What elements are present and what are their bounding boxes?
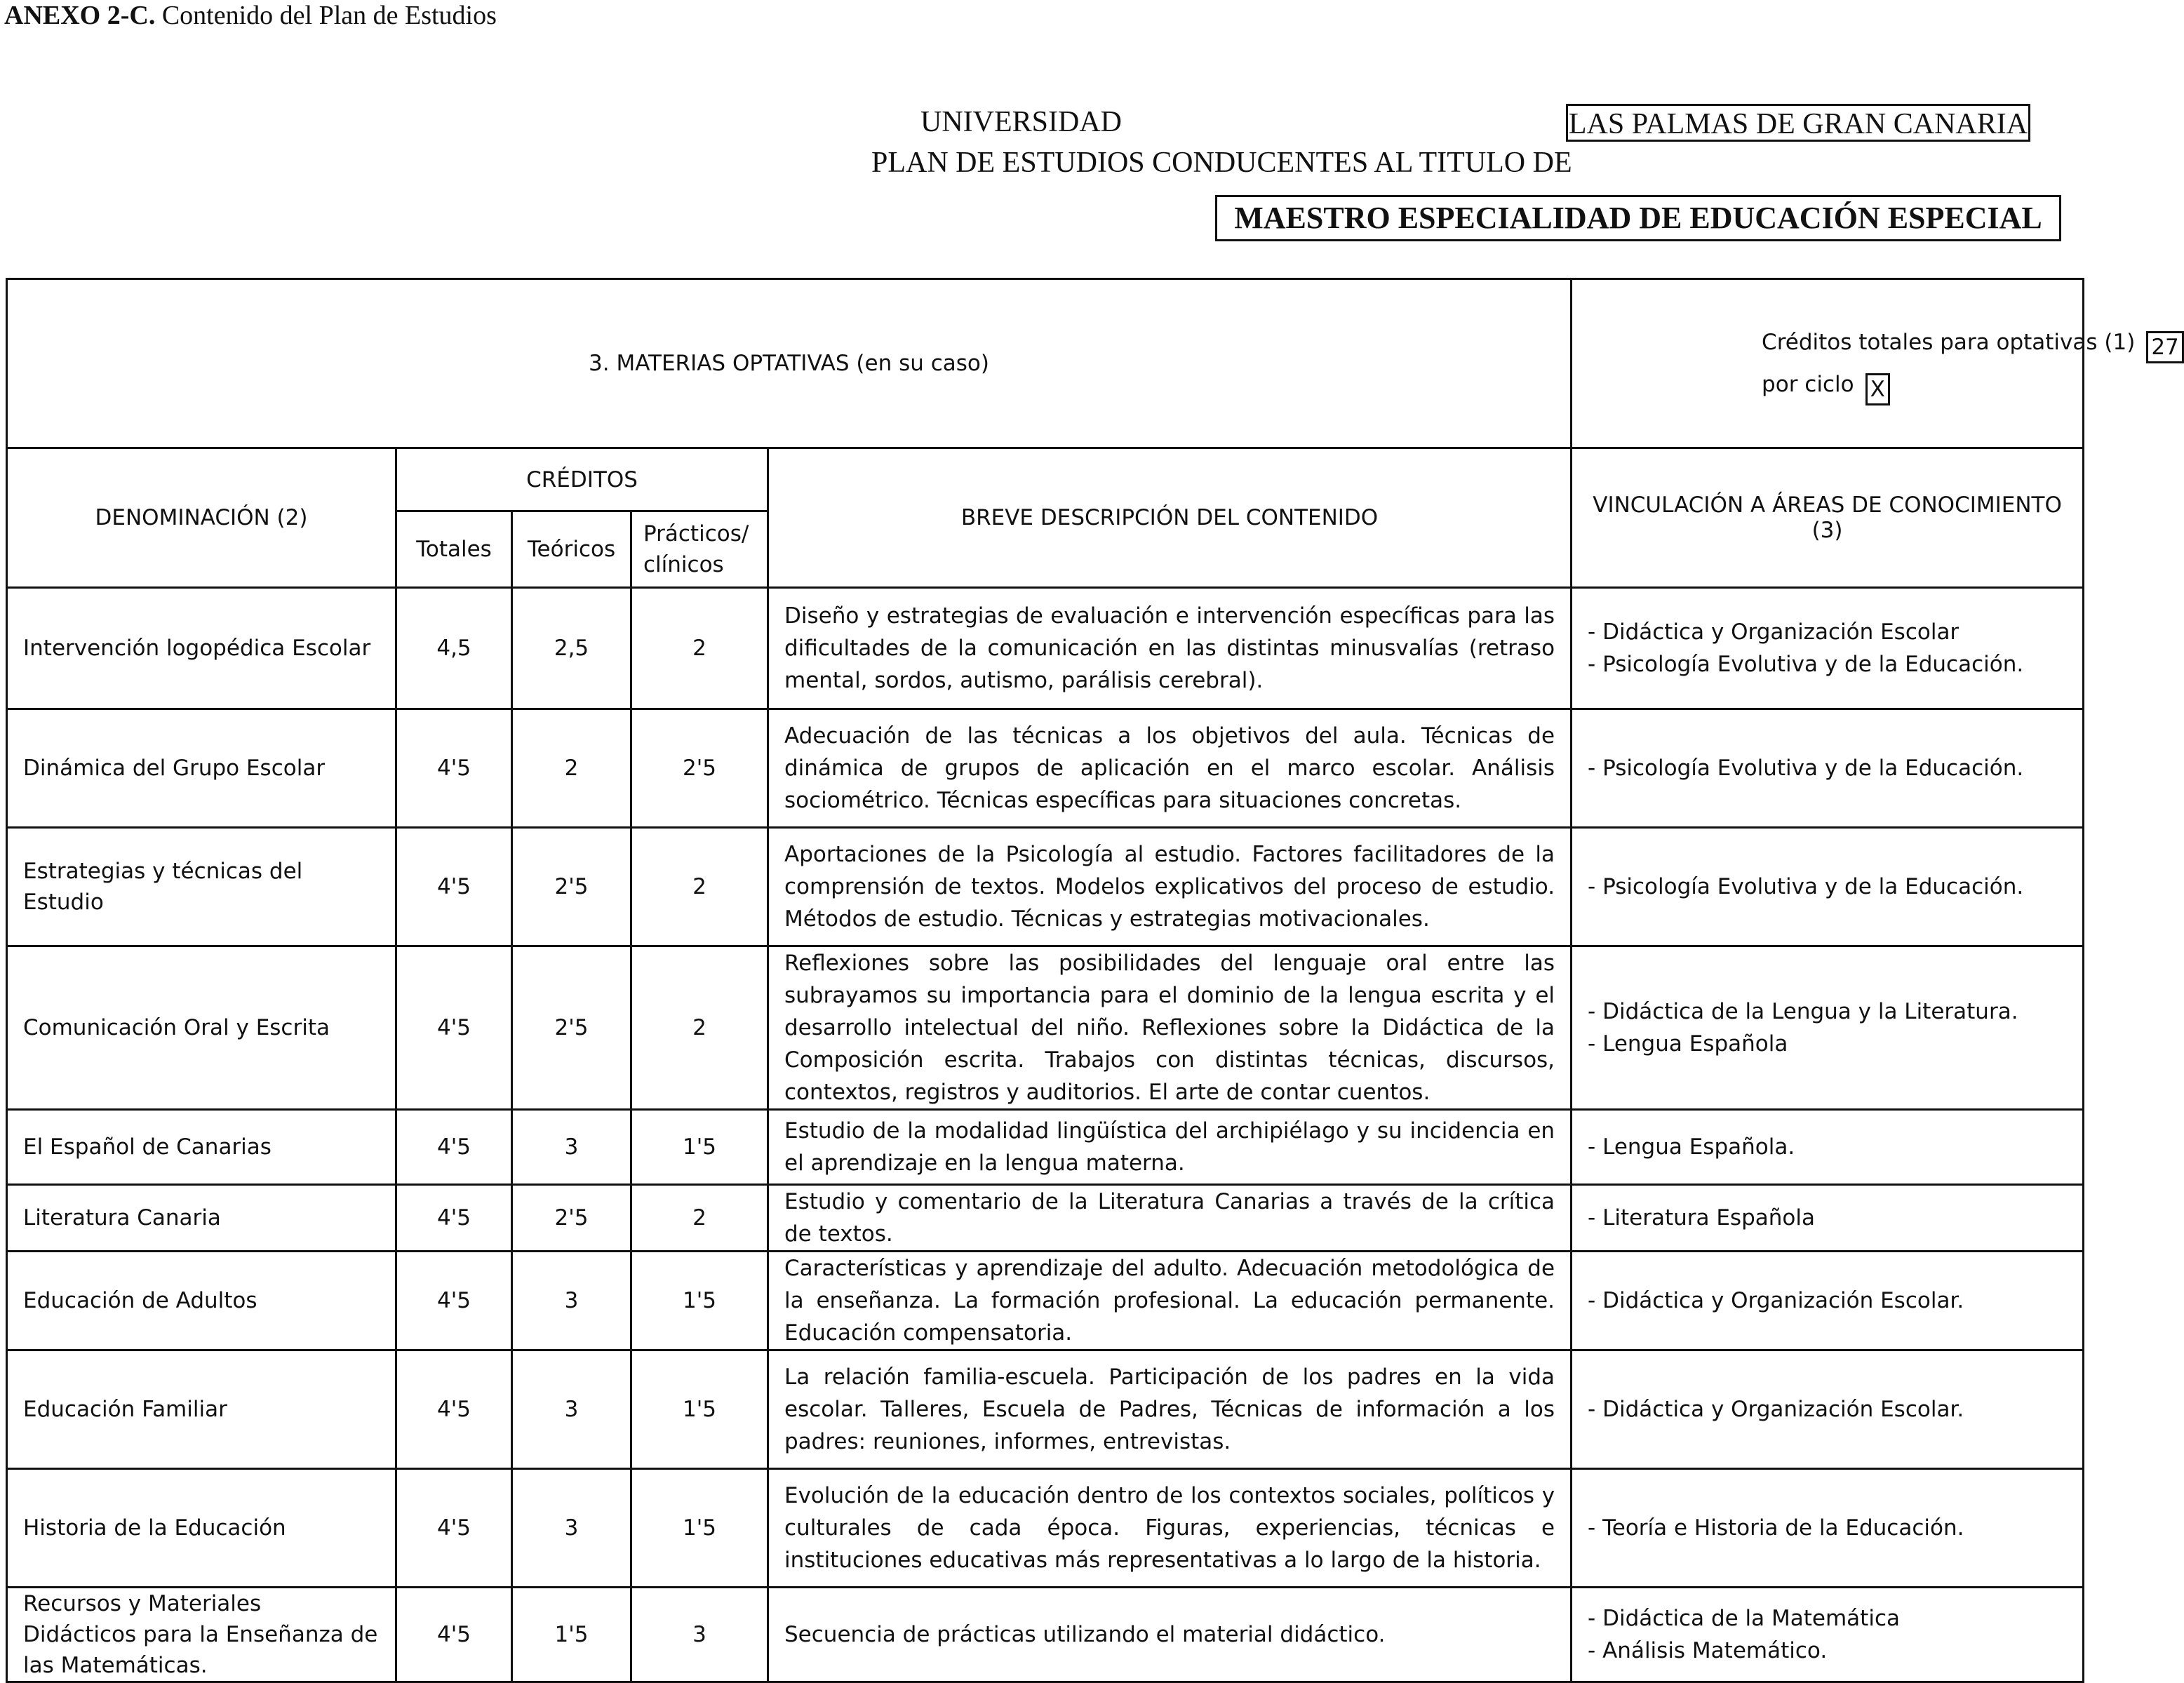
table-row	[7, 828, 2084, 946]
credits-total-line	[1762, 321, 2179, 363]
knowledge-areas	[1572, 1252, 2084, 1350]
credits-total-label: Créditos totales para optativas (1)	[1762, 330, 2136, 355]
knowledge-area-2: - Lengua Española	[1588, 1031, 1788, 1057]
table-row	[7, 709, 2084, 828]
col-credits: CRÉDITOS	[396, 448, 768, 511]
credits-totals: 4'5	[396, 1185, 512, 1252]
credits-practice: 2'5	[631, 709, 768, 828]
knowledge-areas	[1572, 1110, 2084, 1185]
credits-theory: 3	[512, 1110, 631, 1185]
credits-theory: 1'5	[512, 1588, 631, 1682]
subject-name: Estrategias y técnicas del Estudio	[7, 828, 396, 946]
table-row	[7, 588, 2084, 709]
knowledge-areas	[1572, 588, 2084, 709]
credits-theory: 2'5	[512, 946, 631, 1110]
knowledge-areas	[1572, 1469, 2084, 1588]
credits-practice: 2	[631, 588, 768, 709]
section-header-row	[7, 279, 2084, 448]
subject-description: Reflexiones sobre las posibilidades del lenguaje oral entre las subrayamos su importancia para el dominio de la lengua escrita y el desarrollo intelectual del niño. Reflexiones sobre la Didáctica de la Composición escrita. Trabajos con distintas técnicas, discursos, contextos, registros y auditorios. El arte de contar cuentos.	[768, 946, 1572, 1110]
col-description: BREVE DESCRIPCIÓN DEL CONTENIDO	[768, 448, 1572, 588]
table-row	[7, 1469, 2084, 1588]
table-row	[7, 1588, 2084, 1682]
table-row	[7, 1185, 2084, 1252]
optional-subjects-table	[6, 278, 2179, 1683]
credits-theory: 3	[512, 1252, 631, 1350]
col-theoretical: Teóricos	[512, 511, 631, 588]
subject-name: El Español de Canarias	[7, 1110, 396, 1185]
knowledge-area-1: - Didáctica y Organización Escolar.	[1588, 1397, 1964, 1422]
credits-theory: 3	[512, 1469, 631, 1588]
subject-description: La relación familia-escuela. Participación de los padres en la vida escolar. Talleres, Escuela de Padres, Técnicas de información a los padres: reuniones, informes, entrevistas.	[768, 1350, 1572, 1469]
knowledge-area-1: - Psicología Evolutiva y de la Educación.	[1588, 756, 2024, 781]
table-row	[7, 1350, 2084, 1469]
col-practical: Prácticos/ clínicos	[631, 511, 768, 588]
subject-name: Historia de la Educación	[7, 1469, 396, 1588]
knowledge-area-1: - Teoría e Historia de la Educación.	[1588, 1515, 1964, 1541]
university-name: LAS PALMAS DE GRAN CANARIA	[1566, 104, 2030, 142]
column-header-row-1	[7, 448, 2084, 511]
table-row	[7, 1110, 2084, 1185]
subject-description: Características y aprendizaje del adulto. Adecuación metodológica de la enseñanza. La formación profesional. La educación permanente. Educación compensatoria.	[768, 1252, 1572, 1350]
credits-totals: 4'5	[396, 709, 512, 828]
col-areas: VINCULACIÓN A ÁREAS DE CONOCIMIENTO (3)	[1572, 448, 2084, 588]
credits-totals: 4,5	[396, 588, 512, 709]
subject-description: Diseño y estrategias de evaluación e intervención específicas para las dificultades de la comunicación en las distintas minusvalías (retraso mental, sordos, autismo, parálisis cerebral).	[768, 588, 1572, 709]
subject-description: Estudio y comentario de la Literatura Canarias a través de la crítica de textos.	[768, 1185, 1572, 1252]
subject-description: Evolución de la educación dentro de los contextos sociales, políticos y culturales de cada época. Figuras, experiencias, técnicas e instituciones educativas más representativas a lo largo de la historia.	[768, 1469, 1572, 1588]
knowledge-area-2: - Análisis Matemático.	[1588, 1638, 1828, 1663]
credits-theory: 2,5	[512, 588, 631, 709]
table-row	[7, 946, 2084, 1110]
knowledge-area-1: - Didáctica y Organización Escolar	[1588, 619, 1959, 645]
knowledge-area-1: - Didáctica y Organización Escolar.	[1588, 1288, 1964, 1313]
credits-totals: 4'5	[396, 1588, 512, 1682]
credits-practice: 1'5	[631, 1110, 768, 1185]
credits-totals: 4'5	[396, 1252, 512, 1350]
credits-practice: 2	[631, 946, 768, 1110]
annex-subtitle: Contenido del Plan de Estudios	[161, 1, 497, 30]
knowledge-area-1: - Lengua Española.	[1588, 1134, 1795, 1160]
per-cycle-label: por ciclo	[1762, 372, 1854, 397]
credits-theory: 2'5	[512, 828, 631, 946]
degree-title: MAESTRO ESPECIALIDAD DE EDUCACIÓN ESPECIAL	[1215, 195, 2061, 241]
credits-practice: 1'5	[631, 1469, 768, 1588]
knowledge-areas	[1572, 709, 2084, 828]
plan-label: PLAN DE ESTUDIOS CONDUCENTES AL TITULO DE	[871, 147, 1572, 179]
subject-description: Aportaciones de la Psicología al estudio. Factores facilitadores de la comprensión de textos. Modelos explicativos del proceso de estudio. Métodos de estudio. Técnicas y estrategias motivacionales.	[768, 828, 1572, 946]
subject-name: Recursos y Materiales Didácticos para la Enseñanza de las Matemáticas.	[7, 1588, 396, 1682]
knowledge-areas	[1572, 1185, 2084, 1252]
section-title: 3. MATERIAS OPTATIVAS (en su caso)	[589, 351, 989, 376]
credits-totals: 4'5	[396, 946, 512, 1110]
credits-totals: 4'5	[396, 1350, 512, 1469]
credits-totals: 4'5	[396, 1110, 512, 1185]
credits-summary-cell	[1572, 279, 2179, 448]
section-title-cell	[7, 279, 1572, 448]
subject-name: Educación de Adultos	[7, 1252, 396, 1350]
knowledge-areas	[1572, 946, 2084, 1110]
credits-practice: 3	[631, 1588, 768, 1682]
per-cycle-line	[1762, 363, 1885, 405]
knowledge-area-1: - Didáctica de la Lengua y la Literatura.	[1588, 999, 2018, 1024]
credits-practice: 2	[631, 1185, 768, 1252]
subject-description: Estudio de la modalidad lingüística del archipiélago y su incidencia en el aprendizaje en la lengua materna.	[768, 1110, 1572, 1185]
table-row	[7, 1252, 2084, 1350]
col-totals: Totales	[396, 511, 512, 588]
knowledge-area-1: - Psicología Evolutiva y de la Educación.	[1588, 874, 2024, 899]
knowledge-area-1: - Didáctica de la Matemática	[1588, 1606, 1900, 1631]
subject-name: Literatura Canaria	[7, 1185, 396, 1252]
credits-total-value: 27	[2146, 331, 2183, 363]
per-cycle-value: X	[1865, 373, 1890, 405]
subject-name: Dinámica del Grupo Escolar	[7, 709, 396, 828]
credits-theory: 2'5	[512, 1185, 631, 1252]
col-denomination: DENOMINACIÓN (2)	[7, 448, 396, 588]
university-label: UNIVERSIDAD	[920, 106, 1122, 138]
annex-heading	[4, 0, 497, 31]
credits-practice: 1'5	[631, 1252, 768, 1350]
annex-label: ANEXO 2-C.	[4, 1, 156, 30]
credits-practice: 1'5	[631, 1350, 768, 1469]
knowledge-area-1: - Literatura Española	[1588, 1205, 1815, 1231]
credits-theory: 2	[512, 709, 631, 828]
subject-name: Educación Familiar	[7, 1350, 396, 1469]
subject-description: Adecuación de las técnicas a los objetivos del aula. Técnicas de dinámica de grupos de aplicación en el marco escolar. Análisis sociométrico. Técnicas específicas para situaciones concretas.	[768, 709, 1572, 828]
knowledge-area-2: - Psicología Evolutiva y de la Educación.	[1588, 652, 2024, 677]
knowledge-areas	[1572, 1350, 2084, 1469]
credits-totals: 4'5	[396, 828, 512, 946]
credits-totals: 4'5	[396, 1469, 512, 1588]
knowledge-areas	[1572, 1588, 2084, 1682]
credits-theory: 3	[512, 1350, 631, 1469]
subject-description: Secuencia de prácticas utilizando el material didáctico.	[768, 1588, 1572, 1682]
credits-practice: 2	[631, 828, 768, 946]
subject-name: Comunicación Oral y Escrita	[7, 946, 396, 1110]
knowledge-areas	[1572, 828, 2084, 946]
subject-name: Intervención logopédica Escolar	[7, 588, 396, 709]
